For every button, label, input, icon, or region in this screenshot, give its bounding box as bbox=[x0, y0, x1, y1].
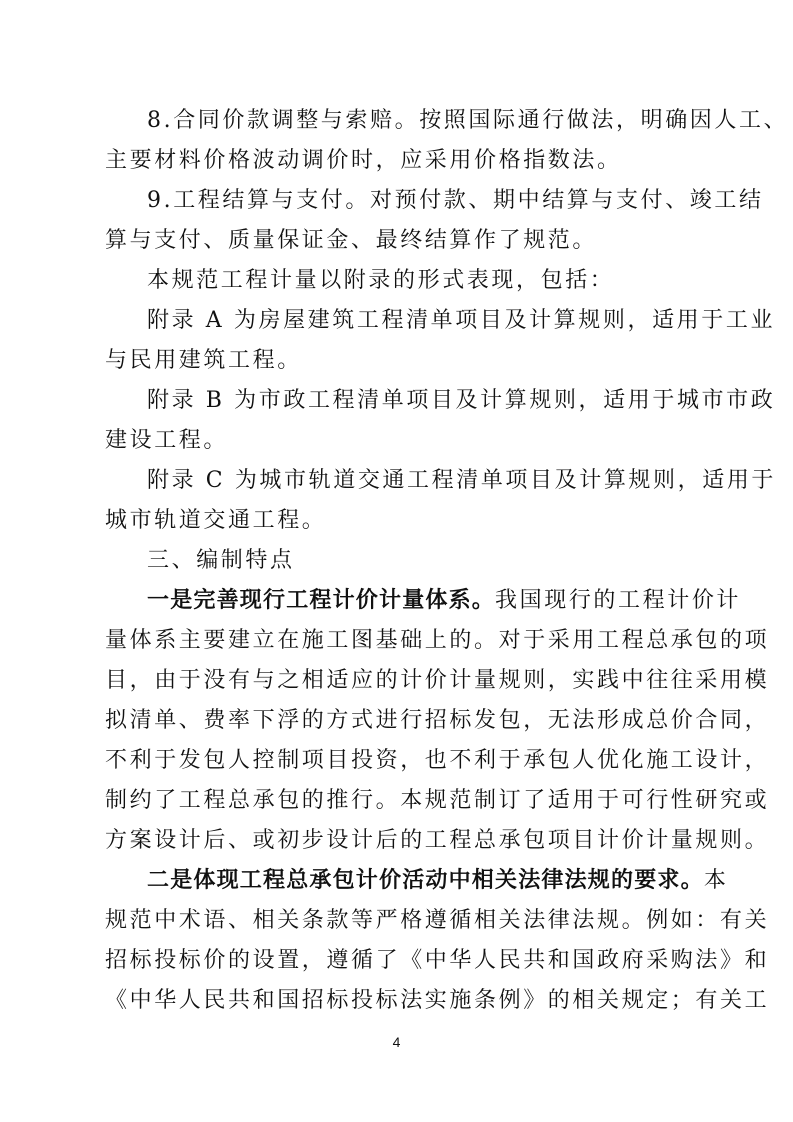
page-number: 4 bbox=[392, 1034, 401, 1050]
paragraph-lead: 二是体现工程总承包计价活动中相关法律法规的要求。 bbox=[147, 868, 704, 893]
paragraph-line: 8.合同价款调整与索赔。按照国际通行做法，明确因人工、 bbox=[147, 108, 789, 133]
paragraph-line: 9.工程结算与支付。对预付款、期中结算与支付、竣工结 bbox=[147, 188, 764, 213]
paragraph-line: 招标投标价的设置，遵循了《中华人民共和国政府采购法》和 bbox=[105, 948, 770, 973]
paragraph-line: 不利于发包人控制项目投资，也不利于承包人优化施工设计， bbox=[105, 748, 770, 773]
paragraph-lead: 一是完善现行工程计价计量体系。 bbox=[147, 588, 496, 613]
paragraph-line: 附录 A 为房屋建筑工程清单项目及计算规则，适用于工业 bbox=[147, 308, 776, 333]
paragraph-line: 算与支付、质量保证金、最终结算作了规范。 bbox=[105, 228, 598, 253]
paragraph-line: 拟清单、费率下浮的方式进行招标发包，无法形成总价合同， bbox=[105, 708, 770, 733]
paragraph-line: 规范中术语、相关条款等严格遵循相关法律法规。例如：有关 bbox=[105, 908, 770, 933]
paragraph-line: 主要材料价格波动调价时，应采用价格指数法。 bbox=[105, 148, 622, 173]
paragraph-line: 本规范工程计量以附录的形式表现，包括： bbox=[147, 268, 615, 293]
paragraph-line: 建设工程。 bbox=[105, 428, 229, 453]
paragraph-line: 一是完善现行工程计价计量体系。我国现行的工程计价计 bbox=[147, 588, 742, 613]
paragraph-line: 制约了工程总承包的推行。本规范制订了适用于可行性研究或 bbox=[105, 788, 770, 813]
paragraph-line: 与民用建筑工程。 bbox=[105, 348, 302, 373]
paragraph-line: 城市轨道交通工程。 bbox=[105, 508, 327, 533]
paragraph-line: 目，由于没有与之相适应的计价计量规则，实践中往往采用模 bbox=[105, 668, 770, 693]
paragraph-line: 二是体现工程总承包计价活动中相关法律法规的要求。本 bbox=[147, 868, 729, 893]
paragraph-line: 量体系主要建立在施工图基础上的。对于采用工程总承包的项 bbox=[105, 628, 770, 653]
section-heading: 三、编制特点 bbox=[147, 548, 295, 573]
paragraph-line: 附录 B 为市政工程清单项目及计算规则，适用于城市市政 bbox=[147, 388, 776, 413]
paragraph-line: 附录 C 为城市轨道交通工程清单项目及计算规则，适用于 bbox=[147, 468, 777, 493]
paragraph-line: 《中华人民共和国招标投标法实施条例》的相关规定；有关工 bbox=[105, 988, 770, 1013]
paragraph-line: 方案设计后、或初步设计后的工程总承包项目计价计量规则。 bbox=[105, 828, 770, 853]
